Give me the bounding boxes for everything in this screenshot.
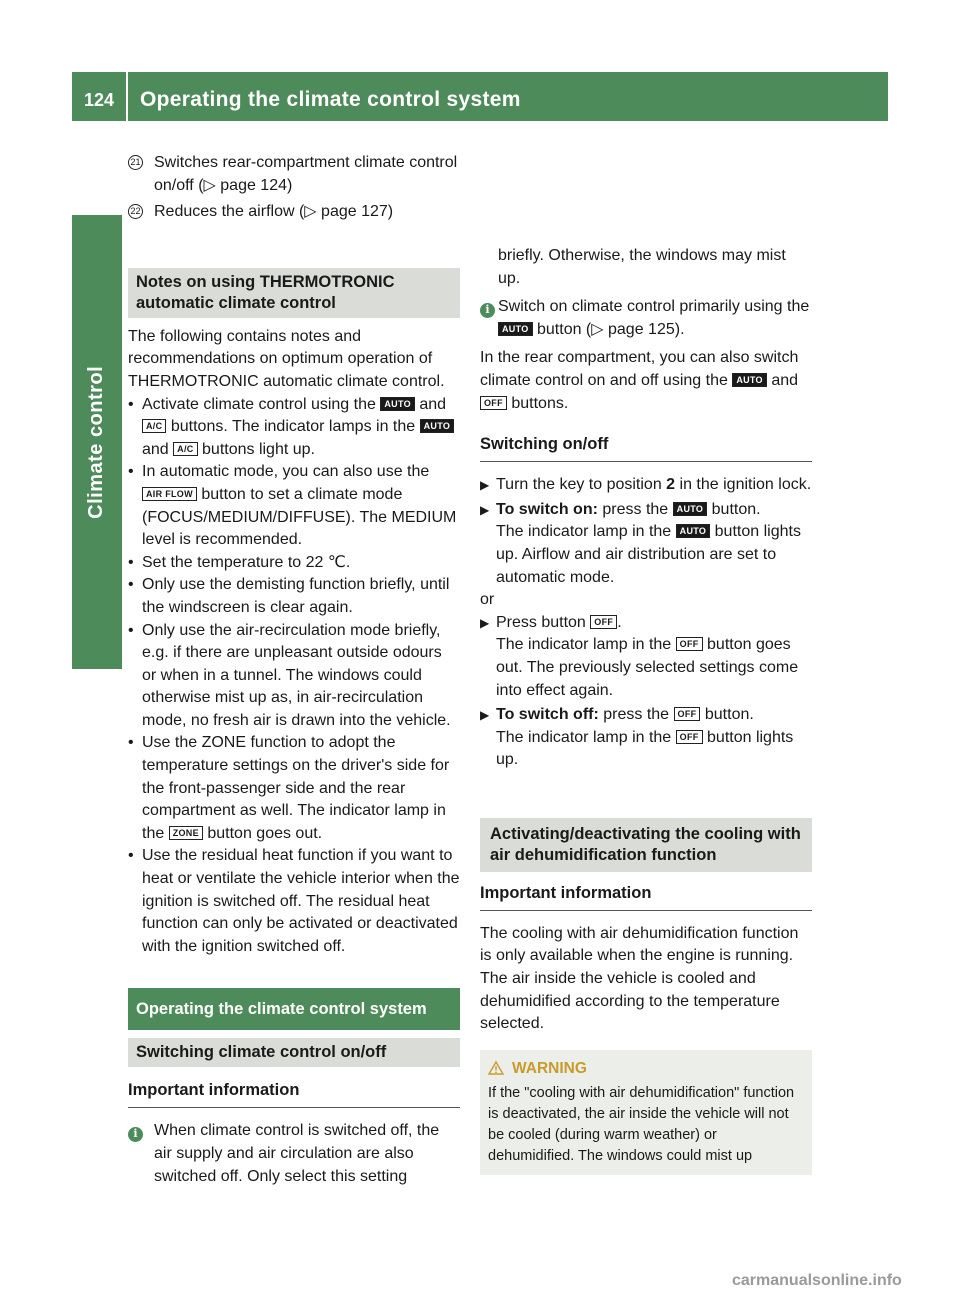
auto-button-icon: AUTO (380, 397, 415, 411)
right-column (480, 245, 812, 1175)
info-icon: i (128, 1127, 143, 1142)
bullet-text: Only use the air-recirculation mode briefly, e.g. if there are unpleasant outside odours or when in a tunnel. The windows could otherwise mist up as, in air-recirculation mode, no fresh air is drawn into the vehicle. (142, 621, 451, 729)
bullet-text: Activate climate control using the (142, 395, 376, 413)
left-column (128, 152, 460, 1188)
step-item: ▶ To switch on: press the AUTO button. The indicator lamp in the AUTO button lights up. Airflow and air distribution are set to automatic mode. (480, 499, 812, 589)
airflow-button-icon: AIR FLOW (142, 487, 197, 501)
chapter-tab-label-wrap (72, 215, 122, 669)
off-button-icon: OFF (674, 707, 701, 721)
legend-number-22: 22 (128, 204, 143, 219)
step-arrow-icon: ▶ (480, 502, 490, 517)
step-arrow-icon: ▶ (480, 708, 490, 723)
step-item: ▶ Press button OFF . The indicator lamp in the OFF button goes out. The previously selected settings come into effect again. (480, 612, 812, 702)
auto-button-icon: AUTO (420, 419, 455, 433)
subheading-switching-on-off: Switching on/off (480, 433, 812, 462)
notes-bullet-list (128, 394, 460, 959)
info-note (128, 1120, 460, 1188)
zone-button-icon: ZONE (169, 826, 203, 840)
warning-text: If the "cooling with air dehumidification" function is deactivated, the air inside the vehicle will not be cooled (during warm weather) or dehumidified. The windows could mist up (488, 1084, 795, 1164)
section-heading-notes: Notes on using THERMOTRONIC automatic climate control (128, 268, 460, 318)
rear-compartment-text: In the rear compartment, you can also switch climate control on and off using the AUTO and OFF buttons. (480, 349, 799, 412)
legend-number-21: 21 (128, 155, 143, 170)
switching-steps (480, 474, 812, 772)
legend-item (128, 152, 460, 197)
bullet-item: • Use the residual heat function if you want to heat or ventilate the vehicle interior when the ignition is switched off. The residual heat function can only be activated or deactivated with the ignition switched off. (128, 845, 460, 958)
off-button-icon: OFF (590, 615, 617, 629)
bullet-item: • Only use the air-recirculation mode briefly, e.g. if there are unpleasant outside odours or when in a tunnel. The windows could otherwise mist up as, in air-recirculation mode, no fresh air is drawn into the vehicle. (128, 620, 460, 733)
header-divider (126, 72, 128, 121)
legend-text: Switches rear-compartment climate control on/off (▷ page 124) (154, 154, 458, 194)
bullet-item: • In automatic mode, you can also use the AIR FLOW button to set a climate mode (FOCUS/MEDIUM/DIFFUSE). The MEDIUM level is recommended. (128, 463, 457, 549)
warning-box (480, 1050, 812, 1175)
section-heading-cooling: Activating/deactivating the cooling with air dehumidification function (480, 818, 812, 872)
page-number: 124 (84, 90, 115, 110)
info-text: When climate control is switched off, the air supply and air circulation are also switched off. Only select this setting (154, 1122, 440, 1185)
bullet-text: Use the ZONE function to adopt the temperature settings on the driver's side for the front-passenger side and the rear compartment as well. The indicator lamp in the (142, 734, 450, 842)
info-text-continued: briefly. Otherwise, the windows may mist up. (498, 247, 786, 287)
auto-button-icon: AUTO (673, 502, 708, 516)
auto-button-icon: AUTO (498, 322, 533, 336)
bullet-item: • Use the ZONE function to adopt the temperature settings on the driver's side for the front-passenger side and the rear compartment as well. The indicator lamp in the ZONE button goes out. (128, 734, 450, 842)
warning-title: WARNING (488, 1058, 804, 1079)
info-icon: i (480, 303, 495, 318)
ac-button-icon: A/C (173, 442, 197, 456)
step-item: ▶ To switch off: press the OFF button. The indicator lamp in the OFF button lights up. (480, 704, 812, 772)
footer-watermark: carmanualsonline.info (732, 1272, 902, 1289)
notes-intro: The following contains notes and recommendations on optimum operation of THERMOTRONIC automatic climate control. (128, 327, 445, 390)
bullet-item: • Activate climate control using the AUTO and A/C buttons. The indicator lamps in the AUTO and A/C buttons light up. (128, 394, 460, 462)
step-arrow-icon: ▶ (480, 615, 490, 630)
auto-button-icon: AUTO (732, 373, 767, 387)
bullet-item: • Only use the demisting function briefly, until the windscreen is clear again. (128, 574, 460, 619)
bullet-text: Set the temperature to 22 ℃. (142, 553, 351, 571)
info-text: Switch on climate control primarily using the (498, 298, 810, 316)
legend-text: Reduces the airflow (▷ page 127) (154, 203, 394, 221)
warning-triangle-icon (488, 1061, 504, 1075)
subheading-important-info: Important information (480, 882, 812, 911)
or-text: or (480, 591, 495, 609)
section-heading-operating: Operating the climate control system (128, 988, 460, 1030)
page-title: Operating the climate control system (140, 88, 521, 111)
chapter-tab-label: Climate control (85, 365, 108, 519)
subheading-important-info: Important information (128, 1079, 460, 1108)
bullet-item: • Set the temperature to 22 ℃. (128, 552, 460, 575)
cooling-text: The cooling with air dehumidification function is only available when the engine is running. The air inside the vehicle is cooled and dehumidified according to the temperature selected. (480, 924, 799, 1033)
bullet-text: Only use the demisting function briefly, until the windscreen is clear again. (142, 576, 450, 616)
step-item: ▶ Turn the key to position 2 in the ignition lock. (480, 474, 812, 497)
info-note: i Switch on climate control primarily using the AUTO button (▷ page 125). (480, 296, 812, 341)
off-button-icon: OFF (676, 637, 703, 651)
off-button-icon: OFF (480, 396, 507, 410)
legend-item (128, 201, 460, 224)
bullet-text: Use the residual heat function if you want to heat or ventilate the vehicle interior when the ignition is switched off. The residual heat function can only be activated or deactivated with the ignition switched off. (142, 847, 460, 955)
bullet-text: In automatic mode, you can also use the (142, 463, 430, 481)
step-arrow-icon: ▶ (480, 478, 490, 493)
ac-button-icon: A/C (142, 419, 166, 433)
section-heading-switching: Switching climate control on/off (128, 1038, 460, 1067)
auto-button-icon: AUTO (676, 524, 711, 538)
off-button-icon: OFF (676, 730, 703, 744)
